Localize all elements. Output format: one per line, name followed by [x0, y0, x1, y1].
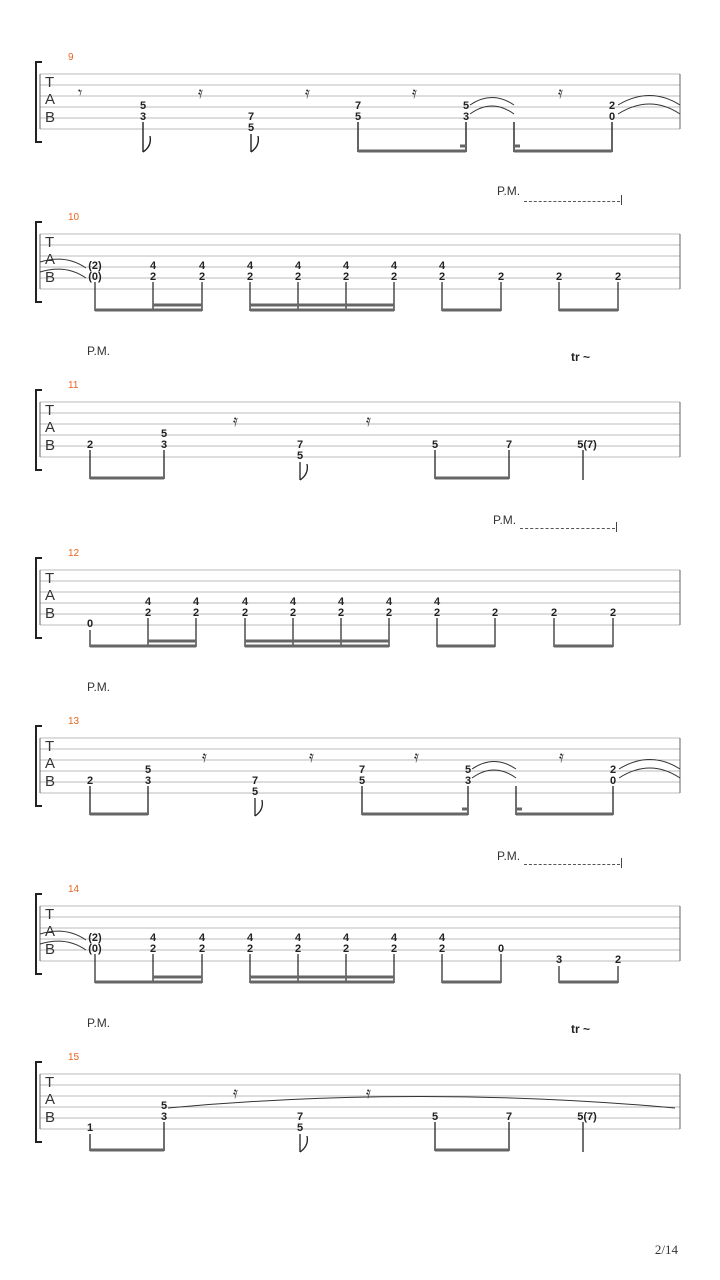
- svg-text:2: 2: [385, 607, 393, 619]
- svg-text:4: 4: [337, 596, 345, 608]
- svg-text:3: 3: [144, 775, 152, 787]
- svg-text:3: 3: [160, 1111, 168, 1123]
- page-number: 2/14: [654, 1242, 678, 1257]
- svg-text:4: 4: [438, 932, 446, 944]
- svg-text:2: 2: [241, 607, 249, 619]
- svg-text:A: A: [45, 419, 56, 436]
- svg-text:𝄿: 𝄿: [305, 83, 310, 102]
- svg-text:2: 2: [550, 607, 558, 619]
- svg-text:2: 2: [433, 607, 441, 619]
- svg-text:2: 2: [609, 764, 617, 776]
- svg-text:A: A: [45, 587, 56, 604]
- tab-staff: [0, 546, 720, 656]
- svg-text:2: 2: [294, 271, 302, 283]
- svg-text:2: 2: [438, 271, 446, 283]
- tab-staff: [0, 378, 720, 488]
- svg-text:2: 2: [86, 775, 94, 787]
- svg-text:4: 4: [385, 596, 393, 608]
- svg-text:2: 2: [390, 271, 398, 283]
- svg-text:2: 2: [246, 943, 254, 955]
- svg-text:𝄿: 𝄿: [558, 83, 563, 102]
- svg-text:3: 3: [464, 775, 472, 787]
- svg-text:𝄿: 𝄿: [412, 83, 417, 102]
- svg-text:4: 4: [390, 260, 398, 272]
- palm-mute-end: [621, 858, 622, 868]
- svg-text:4: 4: [438, 260, 446, 272]
- svg-text:4: 4: [289, 596, 297, 608]
- svg-text:4: 4: [246, 932, 254, 944]
- svg-text:4: 4: [342, 932, 350, 944]
- svg-text:𝄿: 𝄿: [309, 747, 314, 766]
- palm-mute-end: [621, 195, 622, 205]
- svg-text:2: 2: [497, 271, 505, 283]
- palm-mute-extension: [524, 201, 620, 202]
- svg-text:4: 4: [433, 596, 441, 608]
- svg-text:3: 3: [462, 111, 470, 123]
- svg-text:5: 5: [160, 428, 168, 440]
- svg-text:B: B: [45, 1109, 56, 1126]
- svg-text:2: 2: [614, 271, 622, 283]
- svg-text:7: 7: [296, 1111, 304, 1123]
- clef-t: T: [45, 74, 55, 91]
- svg-text:𝄿: 𝄿: [414, 747, 419, 766]
- measure-number: 9: [68, 52, 74, 63]
- tab-staff: [0, 714, 720, 824]
- svg-text:B: B: [45, 269, 56, 286]
- svg-text:T: T: [45, 1074, 55, 1091]
- svg-text:2: 2: [149, 943, 157, 955]
- measure-number: 10: [68, 212, 80, 223]
- svg-text:T: T: [45, 906, 55, 923]
- svg-text:7: 7: [251, 775, 259, 787]
- svg-text:5: 5: [464, 764, 472, 776]
- svg-text:4: 4: [198, 260, 206, 272]
- svg-text:4: 4: [192, 596, 200, 608]
- clef-b: B: [45, 109, 56, 126]
- svg-text:𝄿: 𝄿: [366, 1083, 371, 1102]
- svg-text:7: 7: [358, 764, 366, 776]
- svg-text:T: T: [45, 570, 55, 587]
- measure-number: 12: [68, 548, 80, 559]
- trill-text: tr: [571, 350, 580, 364]
- svg-text:5: 5: [354, 111, 362, 123]
- svg-text:T: T: [45, 738, 55, 755]
- svg-text:T: T: [45, 402, 55, 419]
- svg-text:𝄿: 𝄿: [366, 411, 371, 430]
- svg-text:2: 2: [144, 607, 152, 619]
- svg-text:2: 2: [246, 271, 254, 283]
- svg-text:2: 2: [198, 943, 206, 955]
- svg-text:5: 5: [358, 775, 366, 787]
- tab-staff: [0, 1050, 720, 1160]
- palm-mute-extension: [520, 528, 615, 529]
- palm-mute-label: P.M.: [493, 513, 517, 527]
- svg-text:𝄿: 𝄿: [198, 83, 203, 102]
- tab-staff: [0, 50, 720, 160]
- trill-text: tr: [571, 1022, 580, 1036]
- svg-text:4: 4: [144, 596, 152, 608]
- svg-text:5: 5: [431, 439, 439, 451]
- svg-text:5: 5: [431, 1111, 439, 1123]
- svg-text:(2): (2): [88, 932, 102, 944]
- svg-text:5: 5: [296, 1122, 304, 1134]
- palm-mute-extension: [524, 864, 620, 865]
- svg-text:A: A: [45, 755, 56, 772]
- palm-mute-label: P.M.: [497, 849, 521, 863]
- svg-text:0: 0: [609, 775, 617, 787]
- svg-text:2: 2: [86, 439, 94, 451]
- svg-text:(0): (0): [88, 271, 102, 283]
- svg-text:2: 2: [289, 607, 297, 619]
- svg-text:2: 2: [614, 954, 622, 966]
- palm-mute-label: P.M.: [497, 184, 521, 198]
- palm-mute-end: [616, 522, 617, 532]
- svg-text:2: 2: [555, 271, 563, 283]
- svg-text:2: 2: [337, 607, 345, 619]
- svg-text:4: 4: [342, 260, 350, 272]
- svg-text:5: 5: [139, 100, 147, 112]
- svg-text:4: 4: [294, 932, 302, 944]
- palm-mute-label: P.M.: [87, 344, 111, 358]
- tab-staff: [0, 210, 720, 320]
- trill-label: [571, 1022, 590, 1036]
- trill-label: [571, 350, 590, 364]
- svg-text:4: 4: [294, 260, 302, 272]
- svg-text:7: 7: [296, 439, 304, 451]
- svg-text:5: 5: [247, 122, 255, 134]
- svg-text:5: 5: [144, 764, 152, 776]
- svg-text:B: B: [45, 941, 56, 958]
- svg-text:A: A: [45, 1091, 56, 1108]
- measure-number: 13: [68, 716, 80, 727]
- svg-text:2: 2: [609, 607, 617, 619]
- svg-text:(2): (2): [88, 260, 102, 272]
- svg-text:4: 4: [246, 260, 254, 272]
- svg-text:B: B: [45, 605, 56, 622]
- svg-text:3: 3: [139, 111, 147, 123]
- svg-text:5: 5: [251, 786, 259, 798]
- svg-text:0: 0: [86, 618, 94, 630]
- svg-text:5: 5: [296, 450, 304, 462]
- svg-text:7: 7: [505, 439, 513, 451]
- svg-text:B: B: [45, 437, 56, 454]
- svg-text:A: A: [45, 923, 56, 940]
- svg-text:2: 2: [192, 607, 200, 619]
- svg-text:2: 2: [608, 100, 616, 112]
- svg-text:0: 0: [608, 111, 616, 123]
- svg-text:4: 4: [149, 260, 157, 272]
- svg-text:𝄿: 𝄿: [559, 747, 564, 766]
- svg-text:𝄿: 𝄿: [202, 747, 207, 766]
- measure-number: 14: [68, 884, 80, 895]
- svg-text:4: 4: [390, 932, 398, 944]
- svg-text:1: 1: [86, 1122, 94, 1134]
- svg-text:2: 2: [149, 271, 157, 283]
- svg-text:0: 0: [497, 943, 505, 955]
- svg-text:5(7): 5(7): [577, 1111, 597, 1123]
- svg-text:A: A: [45, 251, 56, 268]
- svg-text:𝄾: 𝄾: [78, 83, 83, 102]
- svg-text:7: 7: [505, 1111, 513, 1123]
- svg-text:3: 3: [555, 954, 563, 966]
- svg-text:5: 5: [160, 1100, 168, 1112]
- svg-text:7: 7: [247, 111, 255, 123]
- svg-text:2: 2: [438, 943, 446, 955]
- svg-text:2: 2: [342, 943, 350, 955]
- svg-text:(0): (0): [88, 943, 102, 955]
- svg-text:2: 2: [491, 607, 499, 619]
- svg-text:2: 2: [294, 943, 302, 955]
- svg-text:𝄿: 𝄿: [233, 411, 238, 430]
- clef-a: A: [45, 91, 56, 108]
- measure-number: 15: [68, 1052, 80, 1063]
- trill-wave-icon: ~: [579, 1022, 591, 1036]
- svg-text:2: 2: [390, 943, 398, 955]
- svg-text:4: 4: [149, 932, 157, 944]
- svg-text:4: 4: [241, 596, 249, 608]
- svg-text:T: T: [45, 234, 55, 251]
- svg-text:2: 2: [342, 271, 350, 283]
- svg-text:5(7): 5(7): [577, 439, 597, 451]
- palm-mute-label: P.M.: [87, 1016, 111, 1030]
- measure-number: 11: [68, 380, 79, 391]
- tab-staff: [0, 882, 720, 992]
- svg-text:5: 5: [462, 100, 470, 112]
- svg-text:4: 4: [198, 932, 206, 944]
- palm-mute-label: P.M.: [87, 680, 111, 694]
- svg-text:B: B: [45, 773, 56, 790]
- svg-text:𝄿: 𝄿: [233, 1083, 238, 1102]
- svg-text:2: 2: [198, 271, 206, 283]
- trill-wave-icon: ~: [579, 350, 591, 364]
- svg-text:3: 3: [160, 439, 168, 451]
- svg-text:7: 7: [354, 100, 362, 112]
